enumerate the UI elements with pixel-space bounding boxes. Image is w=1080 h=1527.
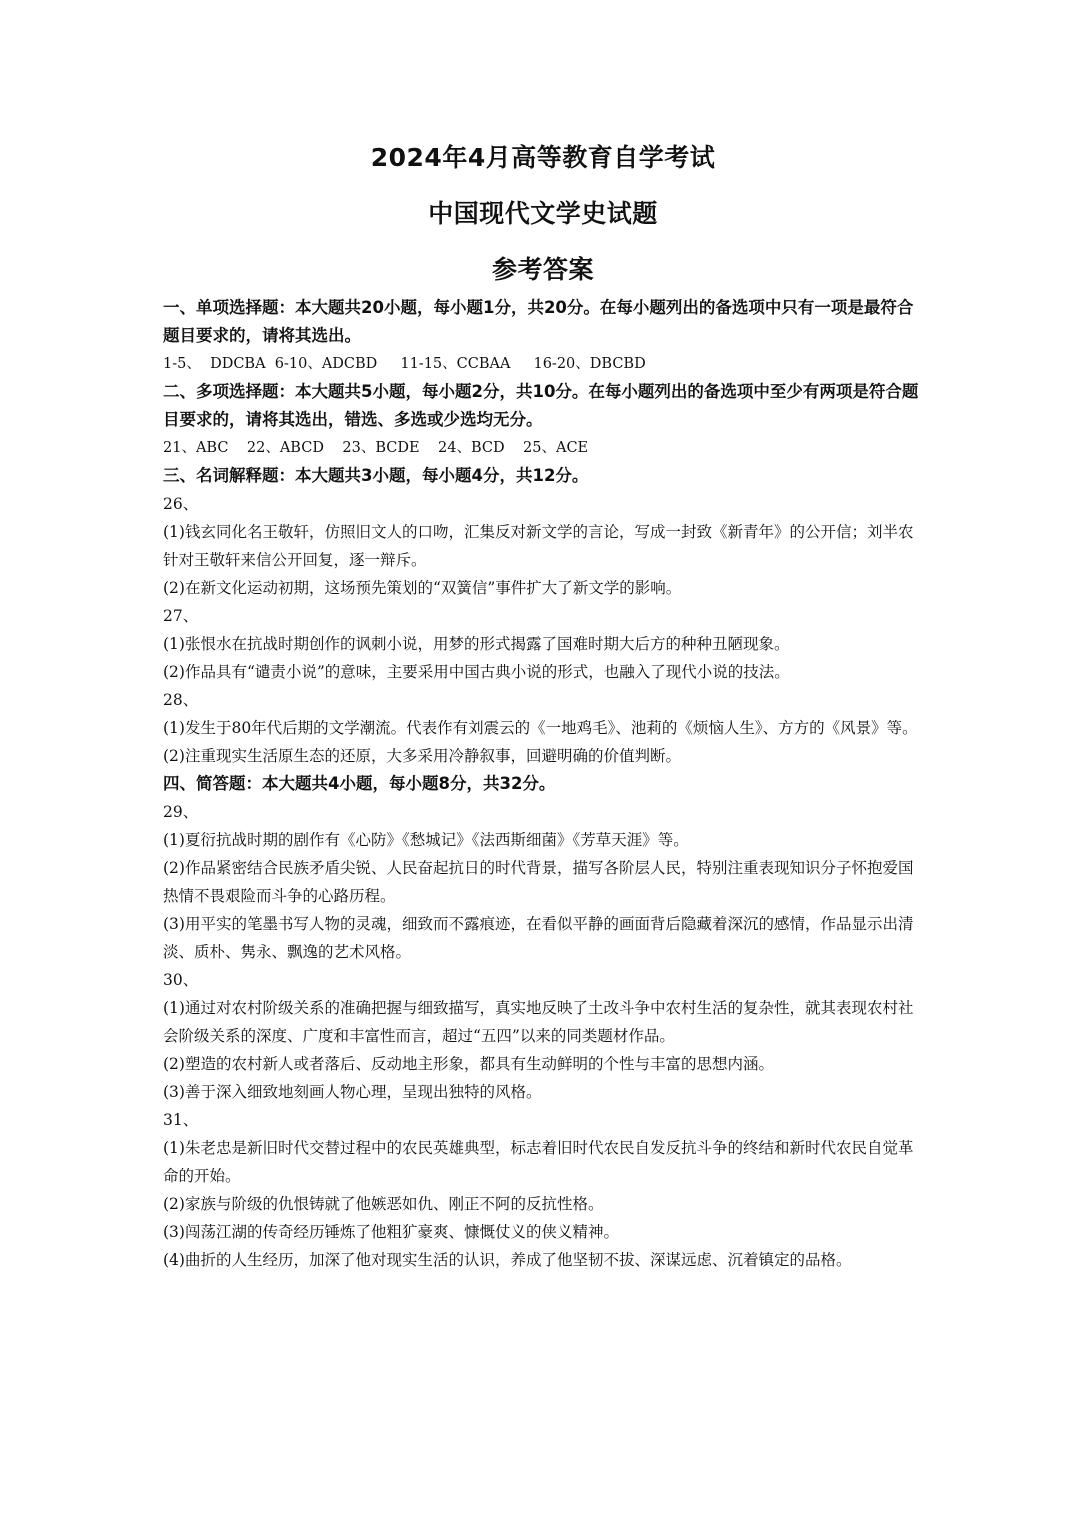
subject-title: 中国现代文学史试题 <box>428 199 658 228</box>
question-30-number: 30、 <box>163 971 199 989</box>
question-27-point-1: (1)张恨水在抗战时期创作的讽刺小说，用梦的形式揭露了国难时期大后方的种种丑陋现象。 <box>163 635 790 653</box>
question-28-point-1: (1)发生于80年代后期的文学潮流。代表作有刘震云的《一地鸡毛》、池莉的《烦恼人生》、方方的《风景》等。 <box>163 719 918 737</box>
section-3-heading: 三、名词解释题：本大题共3小题，每小题4分，共12分。 <box>163 466 589 485</box>
question-30-point-2: (2)塑造的农村新人或者落后、反动地主形象，都具有生动鲜明的个性与丰富的思想内涵。 <box>163 1055 774 1073</box>
question-31-number: 31、 <box>163 1111 199 1129</box>
question-26-number: 26、 <box>163 495 199 513</box>
section-1-answers: 1-5、 DDCBA 6-10、ADCBD 11-15、CCBAA 16-20、DBCBD <box>163 356 646 372</box>
question-29-point-1: (1)夏衍抗战时期的剧作有《心防》《愁城记》《法西斯细菌》《芳草天涯》等。 <box>163 831 689 849</box>
question-30-point-3: (3)善于深入细致地刻画人物心理，呈现出独特的风格。 <box>163 1083 542 1101</box>
question-27-point-2: (2)作品具有“谴责小说”的意味，主要采用中国古典小说的形式，也融入了现代小说的技法。 <box>163 663 790 681</box>
exam-title: 2024年4月高等教育自学考试 <box>370 143 716 172</box>
question-26-point-1: (1)钱玄同化名王敬轩，仿照旧文人的口吻，汇集反对新文学的言论，写成一封致《新青年》的公开信；刘半农针对王敬轩来信公开回复，逐一辩斥。 <box>163 523 914 569</box>
question-28-point-2: (2)注重现实生活原生态的还原，大多采用冷静叙事，回避明确的价值判断。 <box>163 747 681 765</box>
section-4-heading: 四、简答题：本大题共4小题，每小题8分，共32分。 <box>163 774 556 793</box>
section-2-heading: 二、多项选择题：本大题共5小题，每小题2分，共10分。在每小题列出的备选项中至少有两项是符合题目要求的，请将其选出，错选、多选或少选均无分。 <box>163 382 919 429</box>
question-31-point-1: (1)朱老忠是新旧时代交替过程中的农民英雄典型，标志着旧时代农民自发反抗斗争的终结和新时代农民自觉革命的开始。 <box>163 1139 914 1185</box>
question-29-point-2: (2)作品紧密结合民族矛盾尖锐、人民奋起抗日的时代背景，描写各阶层人民，特别注重表现知识分子怀抱爱国热情不畏艰险而斗争的心路历程。 <box>163 859 914 905</box>
question-29-point-3: (3)用平实的笔墨书写人物的灵魂，细致而不露痕迹，在看似平静的画面背后隐藏着深沉的感情，作品显示出清淡、质朴、隽永、飘逸的艺术风格。 <box>163 915 914 961</box>
question-31-point-2: (2)家族与阶级的仇恨铸就了他嫉恶如仇、刚正不阿的反抗性格。 <box>163 1195 604 1213</box>
question-30-point-1: (1)通过对农村阶级关系的准确把握与细致描写，真实地反映了土改斗争中农村生活的复杂性，就其表现农村社会阶级关系的深度、广度和丰富性而言，超过“五四”以来的同类题材作品。 <box>163 999 914 1045</box>
question-27-number: 27、 <box>163 607 199 625</box>
question-26-point-2: (2)在新文化运动初期，这场预先策划的“双簧信”事件扩大了新文学的影响。 <box>163 579 682 597</box>
answer-sheet-page <box>163 140 923 1274</box>
answer-key-title: 参考答案 <box>491 255 594 284</box>
section-1-heading: 一、单项选择题：本大题共20小题，每小题1分，共20分。在每小题列出的备选项中只有一项是最符合题目要求的，请将其选出。 <box>163 298 914 345</box>
question-29-number: 29、 <box>163 803 199 821</box>
question-28-number: 28、 <box>163 691 199 709</box>
section-2-answers: 21、ABC 22、ABCD 23、BCDE 24、BCD 25、ACE <box>163 440 589 456</box>
question-31-point-4: (4)曲折的人生经历，加深了他对现实生活的认识，养成了他坚韧不拔、深谋远虑、沉着镇定的品格。 <box>163 1251 852 1269</box>
question-31-point-3: (3)闯荡江湖的传奇经历锤炼了他粗犷豪爽、慷慨仗义的侠义精神。 <box>163 1223 619 1241</box>
